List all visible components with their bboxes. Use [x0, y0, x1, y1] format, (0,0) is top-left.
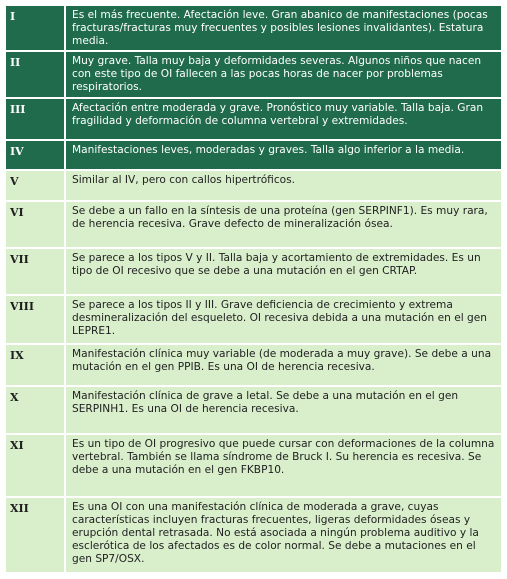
description-cell: Se debe a un fallo en la síntesis de una proteína (gen SERPINF1). Es muy rara, de herencia recesiva. Grave defecto de mineralización ósea. [66, 202, 501, 247]
type-cell: IX [6, 345, 64, 385]
type-cell: III [6, 99, 64, 139]
description-cell: Muy grave. Talla muy baja y deformidades severas. Algunos niños que nacen con este tipo de OI fallecen a las pocas horas de nacer por problemas respiratorios. [66, 52, 501, 97]
table-row-type-iii [6, 99, 501, 139]
description-cell: Es una OI con una manifestación clínica de moderada a grave, cuyas características incluyen fracturas frecuentes, ligeras deformidades óseas y erupción dental retrasada. No está asociada a ningún problema auditivo y la esclerótica de los afectados es de color normal. Se debe a mutaciones en el gen SP7/OSX. [66, 498, 501, 572]
description-cell: Se parece a los tipos II y III. Grave deficiencia de crecimiento y extrema desmineralización del esqueleto. OI recesiva debida a una mutación en el gen LEPRE1. [66, 296, 501, 343]
table-row-type-i [6, 6, 501, 50]
description-cell: Similar al IV, pero con callos hipertróficos. [66, 171, 501, 200]
table-row-type-vii [6, 249, 501, 294]
table-row-type-xii [6, 498, 501, 572]
description-cell: Manifestación clínica muy variable (de moderada a muy grave). Se debe a una mutación en el gen PPIB. Es una OI de herencia recesiva. [66, 345, 501, 385]
table-row-type-ix [6, 345, 501, 385]
type-cell: VIII [6, 296, 64, 343]
description-cell: Es el más frecuente. Afectación leve. Gran abanico de manifestaciones (pocas fracturas/fracturas muy frecuentes y posibles lesiones invalidantes). Estatura media. [66, 6, 501, 50]
type-cell: XI [6, 435, 64, 496]
type-cell: VII [6, 249, 64, 294]
table-row-type-vi [6, 202, 501, 247]
description-cell: Manifestación clínica de grave a letal. Se debe a una mutación en el gen SERPINH1. Es una OI de herencia recesiva. [66, 387, 501, 433]
description-cell: Es un tipo de OI progresivo que puede cursar con deformaciones de la columna vertebral. También se llama síndrome de Bruck I. Su herencia es recesiva. Se debe a una mutación en el gen FKBP10. [66, 435, 501, 496]
oi-types-table [4, 4, 503, 574]
table-row-type-ii [6, 52, 501, 97]
type-cell: VI [6, 202, 64, 247]
type-cell: IV [6, 141, 64, 169]
table-row-type-viii [6, 296, 501, 343]
table-row-type-iv [6, 141, 501, 169]
type-cell: II [6, 52, 64, 97]
description-cell: Afectación entre moderada y grave. Pronóstico muy variable. Talla baja. Gran fragilidad y deformación de columna vertebral y extremidades. [66, 99, 501, 139]
table-row-type-xi [6, 435, 501, 496]
type-cell: XII [6, 498, 64, 572]
type-cell: V [6, 171, 64, 200]
table-row-type-v [6, 171, 501, 200]
type-cell: X [6, 387, 64, 433]
description-cell: Manifestaciones leves, moderadas y graves. Talla algo inferior a la media. [66, 141, 501, 169]
type-cell: I [6, 6, 64, 50]
description-cell: Se parece a los tipos V y II. Talla baja y acortamiento de extremidades. Es un tipo de OI recesivo que se debe a una mutación en el gen CRTAP. [66, 249, 501, 294]
table-row-type-x [6, 387, 501, 433]
